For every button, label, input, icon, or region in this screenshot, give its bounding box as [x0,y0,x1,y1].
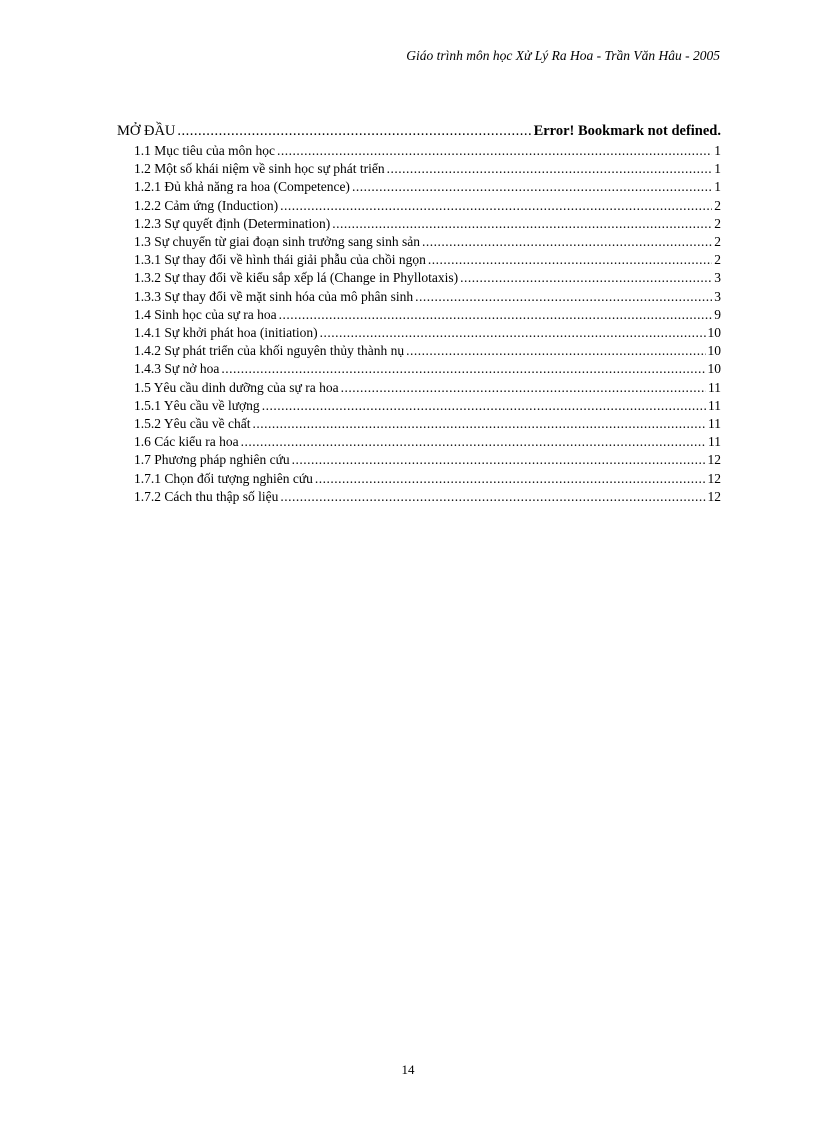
toc-entry[interactable] [117,142,721,160]
toc-entry[interactable] [117,379,721,397]
toc-entry-main[interactable] [117,121,721,142]
toc-entry-page: 2 [714,234,721,250]
toc-entry-page: 2 [714,197,721,213]
toc-entry-title: 1.7.1 Chọn đối tượng nghiên cứu [134,470,313,486]
toc-entry-page: 3 [714,270,721,286]
toc-leader-dots [280,488,705,506]
toc-entry-title: 1.4.1 Sự khởi phát hoa (initiation) [134,325,318,341]
toc-entry-title: 1.6 Các kiểu ra hoa [134,434,239,450]
toc-entry[interactable] [117,397,721,415]
toc-entry-title: 1.4 Sinh học của sự ra hoa [134,306,277,322]
toc-entry-title: 1.3 Sự chuyển từ giai đoạn sinh trưởng sang sinh sản [134,234,420,250]
toc-entry-page: 2 [714,252,721,268]
toc-leader-dots [415,288,712,306]
toc-entry-title: 1.7.2 Cách thu thập số liệu [134,488,279,504]
toc-leader-dots [221,360,705,378]
toc-entry-page: 11 [708,379,721,395]
toc-entry-title: 1.4.2 Sự phát triển của khối nguyên thủy thành nụ [134,343,405,359]
toc-entry[interactable] [117,360,721,378]
toc-entry-title: 1.7 Phương pháp nghiên cứu [134,452,290,468]
toc-entry[interactable] [117,470,721,488]
toc-entry-page: 3 [714,288,721,304]
toc-entry[interactable] [117,251,721,269]
toc-entry-title: 1.5.1 Yêu cầu về lượng [134,397,260,413]
toc-leader-dots [341,379,706,397]
toc-entry-title: 1.2.2 Cảm ứng (Induction) [134,197,279,213]
toc-entry-title: 1.1 Mục tiêu của môn học [134,143,275,158]
toc-leader-dots [280,197,712,215]
toc-entry-page: 12 [707,470,721,486]
toc-entry-page: 11 [708,397,721,413]
toc-entry-page: 2 [714,215,721,231]
toc-entry-title: 1.4.3 Sự nở hoa [134,361,220,377]
toc-entry[interactable] [117,451,721,469]
running-header: Giáo trình môn học Xử Lý Ra Hoa - Trần Văn Hâu - 2005 [406,48,720,63]
toc-leader-dots [406,342,705,360]
toc-entry-page: 1 [714,161,721,177]
toc-entry[interactable] [117,342,721,360]
toc-entry-title: 1.3.2 Sự thay đổi về kiểu sắp xếp lá (Change in Phyllotaxis) [134,270,459,286]
toc-entry[interactable] [117,306,721,324]
toc-entry[interactable] [117,233,721,251]
toc-entry-title: 1.5 Yêu cầu dinh dưỡng của sự ra hoa [134,379,339,395]
toc-leader-dots [252,415,706,433]
toc-entry-page: 10 [707,325,721,341]
toc-leader-dots [428,251,712,269]
toc-entry[interactable] [117,197,721,215]
toc-entry-list [117,142,721,506]
toc-entry-page: 10 [707,361,721,377]
toc-leader-dots [315,470,706,488]
toc-entry-page: 12 [707,452,721,468]
toc-leader-dots [332,215,712,233]
toc-entry-title: 1.3.1 Sự thay đổi về hình thái giải phẫu của chồi ngọn [134,252,426,268]
toc-leader-dots [320,324,706,342]
toc-entry-page: 11 [708,416,721,432]
toc-entry[interactable] [117,324,721,342]
table-of-contents [117,121,721,506]
toc-leader-dots [292,451,706,469]
toc-entry-title: 1.2.3 Sự quyết định (Determination) [134,215,331,231]
toc-leader-dots [387,160,713,178]
toc-entry-title: 1.5.2 Yêu cầu về chất [134,416,251,432]
toc-entry[interactable] [117,433,721,451]
toc-entry-title: 1.3.3 Sự thay đổi về mặt sinh hóa của mô phân sinh [134,288,414,304]
toc-entry-page: 12 [707,488,721,504]
page-number: 14 [401,1062,415,1077]
toc-entry-title: 1.2 Một số khái niệm về sinh học sự phát triển [134,161,385,177]
toc-entry[interactable] [117,488,721,506]
toc-entry[interactable] [117,288,721,306]
toc-entry-page: 9 [714,306,721,322]
toc-entry-page: 11 [708,434,721,450]
toc-entry[interactable] [117,160,721,178]
toc-entry-title: 1.2.1 Đủ khả năng ra hoa (Competence) [134,179,350,195]
toc-entry[interactable] [117,269,721,287]
toc-leader-dots [460,269,712,287]
toc-leader-dots [352,178,712,196]
toc-leader-dots [277,142,712,160]
toc-entry-page: 10 [707,343,721,359]
toc-leader-dots [262,397,706,415]
toc-leader-dots [241,433,706,451]
toc-entry[interactable] [117,215,721,233]
toc-entry[interactable] [117,415,721,433]
toc-leader-dots [177,121,531,142]
toc-leader-dots [422,233,712,251]
toc-leader-dots [279,306,713,324]
toc-entry[interactable] [117,178,721,196]
toc-entry-page: 1 [714,143,721,158]
toc-entry-page: Error! Bookmark not defined. [533,123,721,139]
toc-entry-title: MỞ ĐẦU [117,123,176,139]
toc-entry-page: 1 [714,179,721,195]
